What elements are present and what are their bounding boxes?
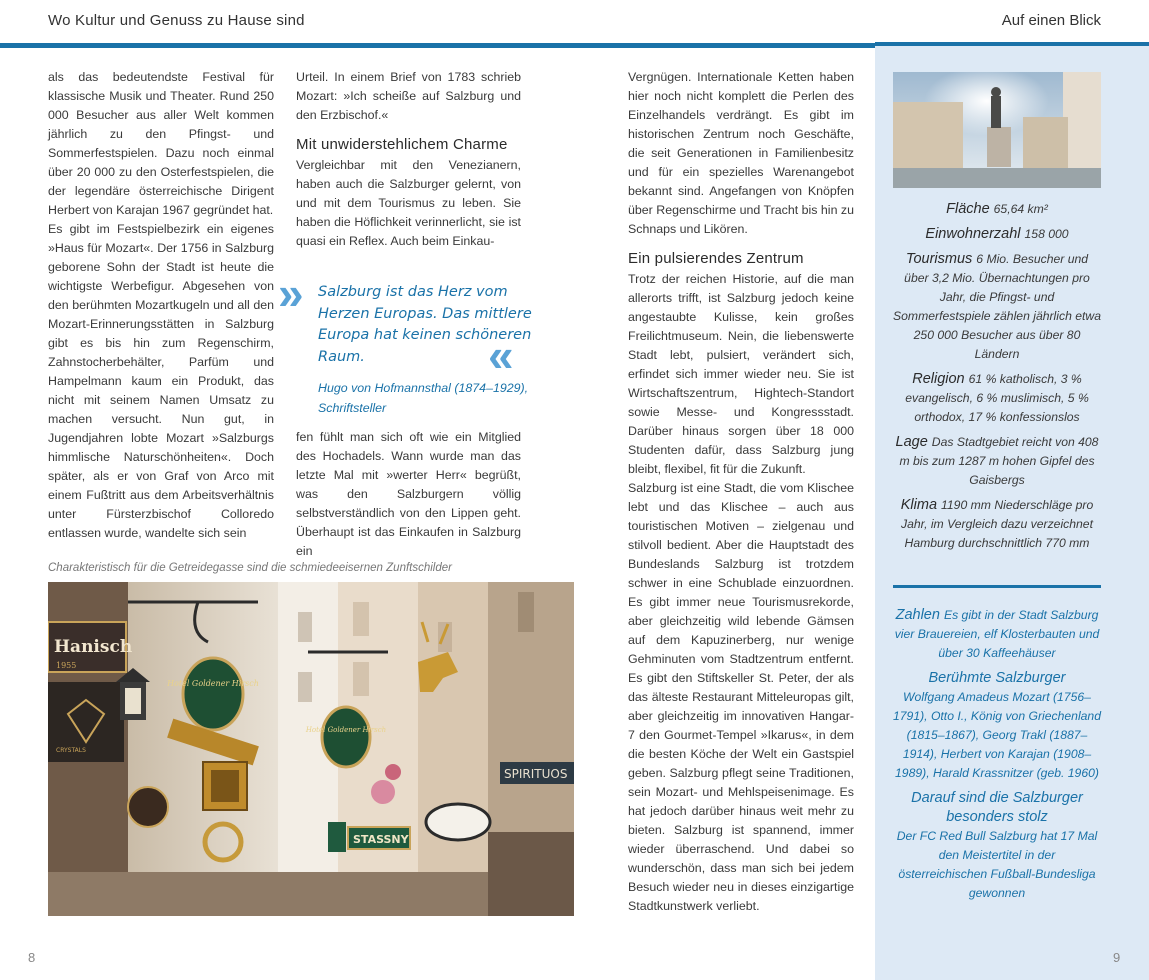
chapter-title: Wo Kultur und Genuss zu Hause sind (48, 12, 305, 29)
quote-author: Hugo von Hofmannsthal (1874–1929), Schriftsteller (318, 381, 529, 415)
sign-crystal: CRYSTALS (56, 747, 86, 754)
sign-hotel-1: Hotel Goldener Hirsch (167, 679, 259, 688)
fact-key: Religion (912, 371, 965, 387)
fact-area (893, 200, 1101, 219)
text-column-2 (296, 68, 521, 251)
fact-value: 1190 mm Niederschläge pro Jahr, im Vergleich dazu verzeichnet Hamburg durchschnittlich 770 mm (901, 498, 1094, 550)
fact-climate (893, 496, 1101, 553)
fact-numbers (893, 606, 1101, 663)
paragraph: Es gibt im Festspielbezirk ein eigenes »Haus für Mozart«. Der 1756 in Salzburg geborene Sohn der Stadt ist heute die wichtigste Werbefigur. Abgesehen von den berühmten Mozartkugeln und all den Mozart-Erinnerungsstätten in Salzburg gibt es bis hin zum Regenschirm, Zahnstocherbehälter, Parfüm und Hampelmann kaum ein Produkt, das nicht mit seinem Namen Umsatz zu machen versucht. Nun gut, in Jugendjahren lobte Mozart »Salzburgs himmlische Naturschönheiten«. Doch später, als er von Graf von Arco mit einem Fußtritt aus dem Arbeitsverhältnis unter Fürsterzbischof Colloredo entlassen wurde, wandelte sich sein (48, 222, 274, 540)
sign-hotel-2: Hotel Goldener Hirsch (305, 726, 387, 734)
facts-list-2 (893, 606, 1101, 909)
fact-pride (893, 789, 1101, 903)
header-left-bar (0, 0, 875, 48)
fact-value: 6 Mio. Besucher und über 3,2 Mio. Übernachtungen pro Jahr, die Pfingst- und Sommerfestspiele zählen jährlich etwa 250 000 Besucher aus über 80 Ländern (893, 252, 1101, 361)
fact-key: Tourismus (905, 251, 973, 267)
fact-location (893, 433, 1101, 490)
photo-caption: Charakteristisch für die Getreidegasse sind die schmiedeeisernen Zunftschilder (48, 562, 452, 574)
fact-key: Darauf sind die Salzburger besonders stolz (911, 790, 1083, 825)
quote-text: Salzburg ist das Herz vom Herzen Europas. Das mittlere Europa hat keinen schöneren Raum. (318, 284, 532, 365)
street-signs-illustration (48, 582, 574, 916)
getreidegasse-photo (48, 582, 574, 916)
paragraph: fen fühlt man sich oft wie ein Mitglied des Hochadels. Wann wurde man das letzte Mal mit »werter Herr« begrüßt, was den Salzburgern völlig selbstverständlich von den Lippen geht. Überhaupt ist das Einkaufen in Salzburg ein (296, 430, 521, 558)
fact-religion (893, 370, 1101, 427)
fact-famous-people (893, 669, 1101, 783)
quote-open-mark: » (278, 267, 304, 319)
paragraph: Urteil. In einem Brief von 1783 schrieb Mozart: »Ich scheiße auf Salzburg und den Erzbischof.« (296, 70, 521, 122)
quote-close-mark: « (488, 329, 514, 381)
fact-key: Einwohnerzahl (925, 226, 1021, 242)
fact-key: Berühmte Salzburger (928, 670, 1066, 686)
text-column-1 (48, 68, 274, 543)
sign-spirituosen: SPIRITUOS (504, 767, 568, 781)
fact-value: Das Stadtgebiet reicht von 408 m bis zum 1287 m hohen Gipfel des Gaisbergs (899, 435, 1099, 487)
fact-key: Zahlen (895, 607, 940, 623)
fact-key: Fläche (946, 201, 990, 217)
fact-value: Wolfgang Amadeus Mozart (1756–1791), Otto I., König von Griechenland (1815–1867), Georg Trakl (1887–1914), Herbert von Karajan (1908–1989), Harald Krassnitzer (geb. 1960) (893, 690, 1101, 780)
page-number-left: 8 (28, 950, 36, 965)
subheading: Ein pulsierendes Zentrum (628, 250, 804, 267)
paragraph: Trotz der reichen Historie, auf die man allerorts trifft, ist Salzburg jedoch keine angestaubte Kulisse, kein großes Freilichtmuseum. Nein, die liebenswerte Stadt lebt, pulsiert, verändert sich, erfindet sich immer wieder neu. Sie ist Wirtschaftszentrum, Hightech-Standort sowie Messe- und Kongressstadt. Darüber hinaus sorgen über 18 000 Studenten dafür, dass Salzburg jung bleibt, flexibel, fit für die Zukunft. (628, 272, 854, 476)
fact-key: Lage (895, 434, 928, 450)
page-number-right: 9 (1113, 950, 1121, 965)
text-column-2-continued (296, 428, 521, 561)
sidebar-title: Auf einen Blick (1001, 12, 1101, 29)
fact-tourism (893, 250, 1101, 364)
pull-quote (278, 267, 540, 426)
subheading: Mit unwiderstehlichem Charme (296, 136, 508, 153)
paragraph: als das bedeutendste Festival für klassische Musik und Theater. Rund 250 000 Besucher aus aller Welt kommen jährlich zu den Pfingst- und Sommerfestspielen. Dazu noch einmal über 20 000 zu den Osterfestspielen, die der legendäre österreichische Dirigent Herbert von Karajan 1967 gegründet hat. (48, 70, 274, 217)
fact-value: 61 % katholisch, 3 % evangelisch, 6 % muslimisch, 5 % orthodox, 17 % konfessionslos (905, 372, 1089, 424)
paragraph: Vergleichbar mit den Venezianern, haben auch die Salzburger gelernt, von und mit dem Tourismus zu leben. Sie haben die Höflichkeit verinnerlicht, sie ist quasi ein Reflex. Auch beim Einkau- (296, 158, 521, 248)
sign-stassny: STASSNY (353, 833, 409, 846)
mozart-statue-photo (893, 72, 1101, 188)
fact-value: Es gibt in der Stadt Salzburg vier Brauereien, elf Klosterbauten und über 30 Kaffeehäuser (894, 608, 1100, 660)
sign-year: 1955 (56, 661, 77, 670)
fact-value: Der FC Red Bull Salzburg hat 17 Mal den Meistertitel in der österreichischen Fußball-Bundesliga gewonnen (896, 829, 1098, 900)
sidebar-divider (893, 585, 1101, 588)
sidebar-header (875, 0, 1149, 46)
fact-population (893, 225, 1101, 244)
paragraph: Salzburg ist eine Stadt, die vom Klischee lebt und das Klischee – auch aus touristischen Motiven – zielgenau und stilvoll bedient. Aber die Hauptstadt des Bundeslands Salzburg ist trotzdem schwer in eine Schublade einzuordnen. Es gibt immer neue Tourismusrekorde, aber gleichzeitig wild lebende Gämsen auf dem Kapuzinerberg, nur wenige Gehminuten vom Stadtzentrum entfernt. Es gibt den Stiftskeller St. Peter, der als das älteste Restaurant Mitteleuropas gilt, aber gleichzeitig im innovativen Hangar-7 den Gourmet-Tempel »Ikarus«, in dem die besten Köche der Welt ein Gastspiel geben. Salzburg pflegt seine Traditionen, sein Mozart- und Mehlspeisenimage. Es hat jedoch darüber hinaus weit mehr zu bieten. Salzburg ist spannend, immer wieder überraschend. Und dabei so wunderschön, dass man sich bei jedem Besuch wieder neu in dieses einzigartige Stadtkunstwerk verliebt. (628, 481, 854, 913)
fact-value: 65,64 km² (993, 202, 1048, 216)
fact-key: Klima (900, 497, 938, 513)
text-column-3 (628, 68, 854, 916)
sign-hanisch: Hanisch (54, 637, 133, 657)
facts-list (893, 200, 1101, 559)
paragraph: Vergnügen. Internationale Ketten haben hier noch nicht komplett die Perlen des Einzelhandels verdrängt. Es gibt im historischen Zentrum noch Geschäfte, die seit Generationen in Familienbesitz und für ein spezielles Warenangebot bekannt sind. Angefangen von Knöpfen über Regenschirme und Tracht bis hin zu Schnaps und Likören. (628, 70, 854, 236)
fact-value: 158 000 (1024, 227, 1069, 241)
